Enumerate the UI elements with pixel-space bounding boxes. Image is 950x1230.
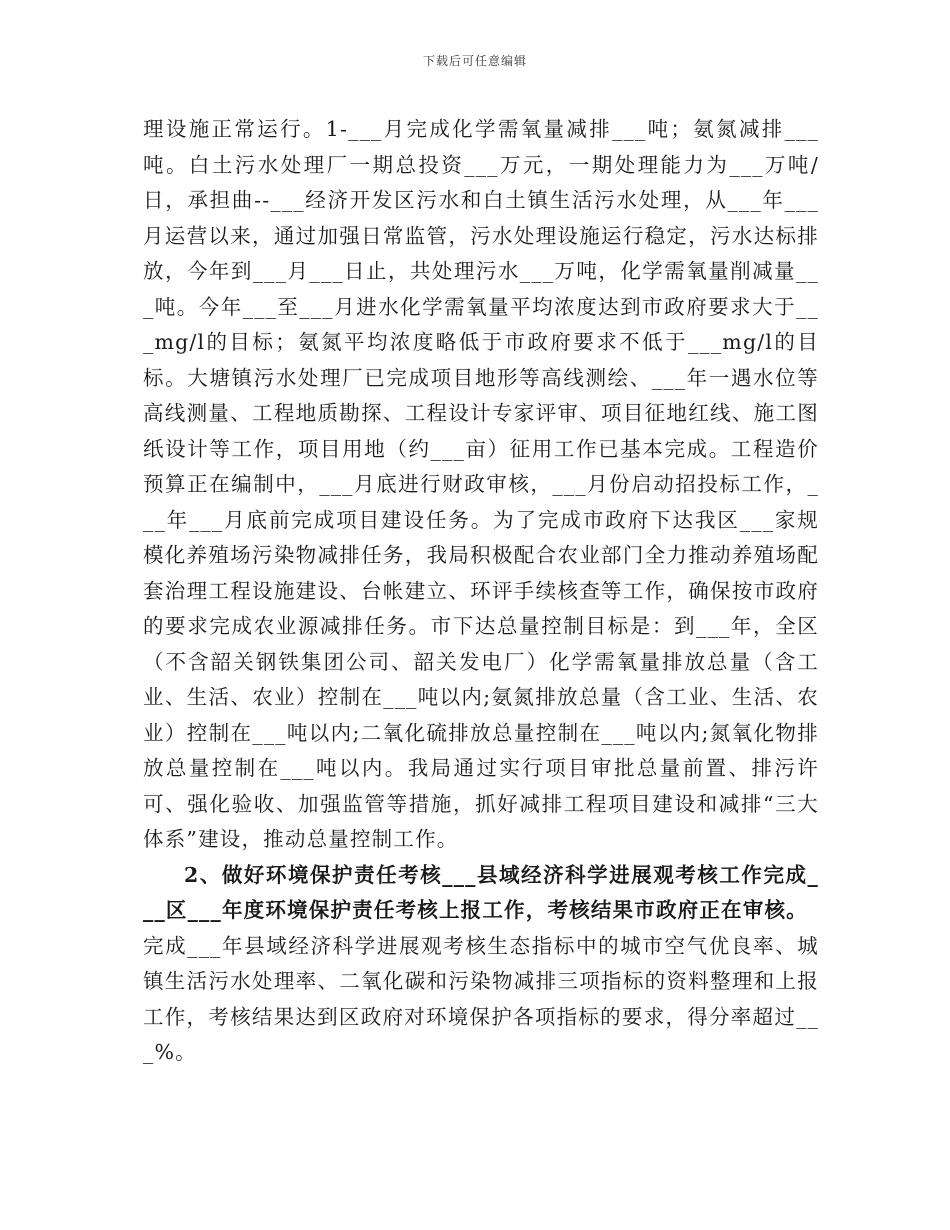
page-header: 下载后可任意编辑 bbox=[422, 54, 527, 68]
paragraph-section-heading: 2、做好环境保护责任考核___县域经济科学进展观考核工作完成___区___年度环境保护责任考核上报工作，考核结果市政府正在审核。 bbox=[143, 862, 819, 922]
paragraph-emission-reduction: 理设施正常运行。1-___月完成化学需氧量减排___吨；氨氮减排___吨。白土污水处理厂一期总投资___万元，一期处理能力为___万吨/日，承担曲--___经济开发区污水和白土镇生活污水处理，从___年___月运营以来，通过加强日常监管，污水处理设施运行稳定，污水达标排放，今年到___月___日止，共处理污水___万吨，化学需氧量削减量___吨。今年___至___月进水化学需氧量平均浓度达到市政府要求大于___mg/l的目标；氨氮平均浓度略低于市政府要求不低于___mg/l的目标。大塘镇污水处理厂已完成项目地形等高线测绘、___年一遇水位等高线测量、工程地质勘探、工程设计专家评审、项目征地红线、施工图纸设计等工作，项目用地（约___亩）征用工作已基本完成。工程造价预算正在编制中，___月底进行财政审核，___月份启动招投标工作，___年___月底前完成项目建设任务。为了完成市政府下达我区___家规模化养殖场污染物减排任务，我局积极配合农业部门全力推动养殖场配套治理工程设施建设、台帐建立、环评手续核查等工作，确保按市政府的要求完成农业源减排任务。市下达总量控制目标是：到___年，全区（不含韶关钢铁集团公司、韶关发电厂）化学需氧量排放总量（含工业、生活、农业）控制在___吨以内;氨氮排放总量（含工业、生活、农业）控制在___吨以内;二氧化硫排放总量控制在___吨以内;氮氧化物排放总量控制在___吨以内。我局通过实行项目审批总量前置、排污许可、强化验收、加强监管等措施，抓好减排工程项目建设和减排“三大体系”建设，推动总量控制工作。 bbox=[143, 117, 819, 851]
document-body bbox=[143, 112, 819, 1071]
paragraph-assessment: 完成___年县域经济科学进展观考核生态指标中的城市空气优良率、城镇生活污水处理率、二氧化碳和污染物减排三项指标的资料整理和上报工作，考核结果达到区政府对环境保护各项指标的要求，得分率超过___%。 bbox=[143, 933, 819, 1064]
